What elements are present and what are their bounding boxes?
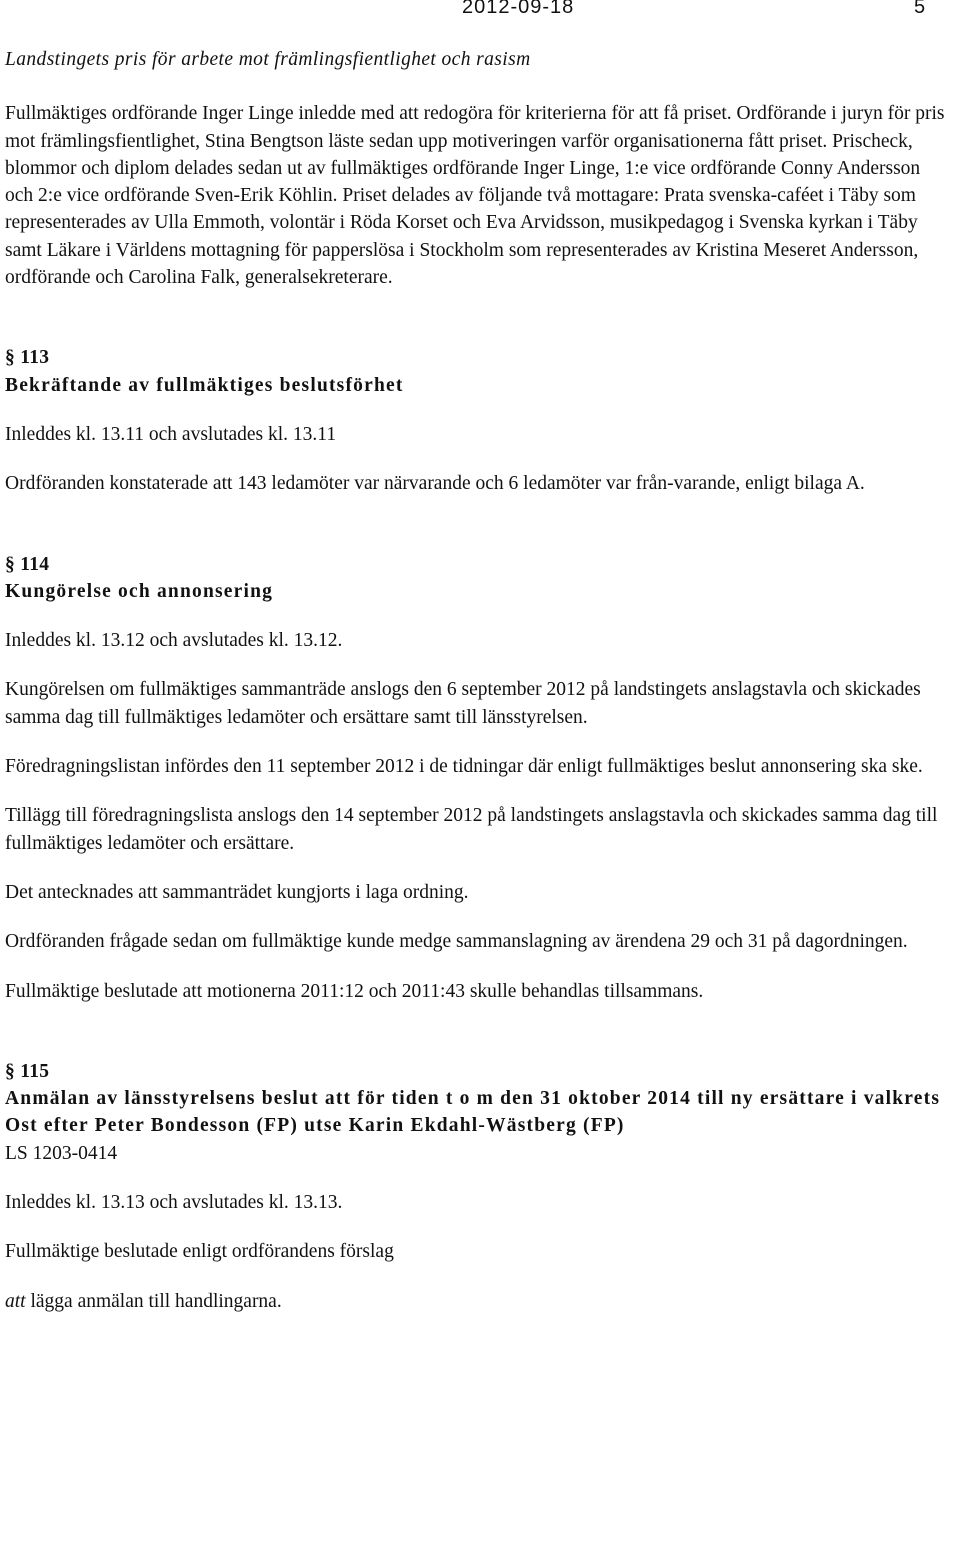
section-heading: Anmälan av länsstyrelsens beslut att för tiden t o m den 31 oktober 2014 till ny ersättare i valkrets Ost efter Peter Bondesson (FP) utse Karin Ekdahl-Wästberg (FP)	[5, 1088, 941, 1137]
section-paragraph: Ordföranden frågade sedan om fullmäktige kunde medge sammanslagning av ärendena 29 och 31 på dagordningen.	[5, 931, 908, 953]
decision-text: Fullmäktige beslutade enligt ordförandens förslag	[5, 1241, 394, 1263]
decision-clause-text: lägga anmälan till handlingarna.	[25, 1290, 282, 1312]
prize-section-title: Landstingets pris för arbete mot främlingsfientlighet och rasism	[5, 49, 531, 70]
section-time: Inleddes kl. 13.11 och avslutades kl. 13.11	[5, 423, 337, 445]
att-word: att	[5, 1290, 26, 1312]
section-number: § 114	[5, 553, 50, 575]
case-reference: LS 1203-0414	[5, 1142, 118, 1164]
section-paragraph: Fullmäktige beslutade att motionerna 2011:12 och 2011:43 skulle behandlas tillsammans.	[5, 980, 704, 1002]
section-paragraph: Föredragningslistan infördes den 11 september 2012 i de tidningar där enligt fullmäktiges beslut annonsering ska ske.	[5, 756, 923, 778]
section-paragraph: Det antecknades att sammanträdet kungjorts i laga ordning.	[5, 881, 469, 903]
section-time: Inleddes kl. 13.13 och avslutades kl. 13.13.	[5, 1192, 343, 1214]
section-115	[5, 1058, 953, 1315]
section-body: Ordföranden konstaterade att 143 ledamöter var närvarande och 6 ledamöter var från-varande, enligt bilaga A.	[5, 473, 865, 495]
section-heading: Bekräftande av fullmäktiges beslutsförhet	[5, 374, 404, 396]
document-body	[5, 46, 953, 1315]
section-number: § 115	[5, 1060, 50, 1082]
section-113	[5, 344, 953, 497]
prize-section-body: Fullmäktiges ordförande Inger Linge inledde med att redogöra för kriterierna för att få priset. Ordförande i juryn för pris mot främlingsfientlighet, Stina Bengtson läste sedan upp motiveringen varför organisationerna fått priset. Prischeck, blommor och diplom delades sedan ut av fullmäktiges ordförande Inger Linge, 1:e vice ordförande Conny Andersson och 2:e vice ordförande Sven-Erik Köhlin. Priset delades av följande två mottagare: Prata svenska-caféet i Täby som representerades av Ulla Emmoth, volontär i Röda Korset och Eva Arvidsson, musikpedagog i Svenska kyrkan i Täby samt Läkare i Världens mottagning för papperslösa i Stockholm som representerades av Kristina Meseret Andersson, ordförande och Carolina Falk, generalsekreterare.	[5, 103, 945, 289]
section-paragraph: Kungörelsen om fullmäktiges sammanträde anslogs den 6 september 2012 på landstingets anslagstavla och skickades samma dag till fullmäktiges ledamöter och ersättare samt till länsstyrelsen.	[5, 679, 921, 728]
page-number: 5	[914, 0, 926, 18]
section-time: Inleddes kl. 13.12 och avslutades kl. 13.12.	[5, 630, 343, 652]
section-number: § 113	[5, 347, 50, 369]
decision-clause	[5, 1288, 953, 1315]
header-date: 2012-09-18	[462, 0, 575, 18]
section-114	[5, 551, 953, 1005]
section-paragraph: Tillägg till föredragningslista anslogs den 14 september 2012 på landstingets anslagstavla och skickades samma dag till fullmäktiges ledamöter och ersättare.	[5, 805, 938, 854]
section-heading: Kungörelse och annonsering	[5, 580, 274, 602]
